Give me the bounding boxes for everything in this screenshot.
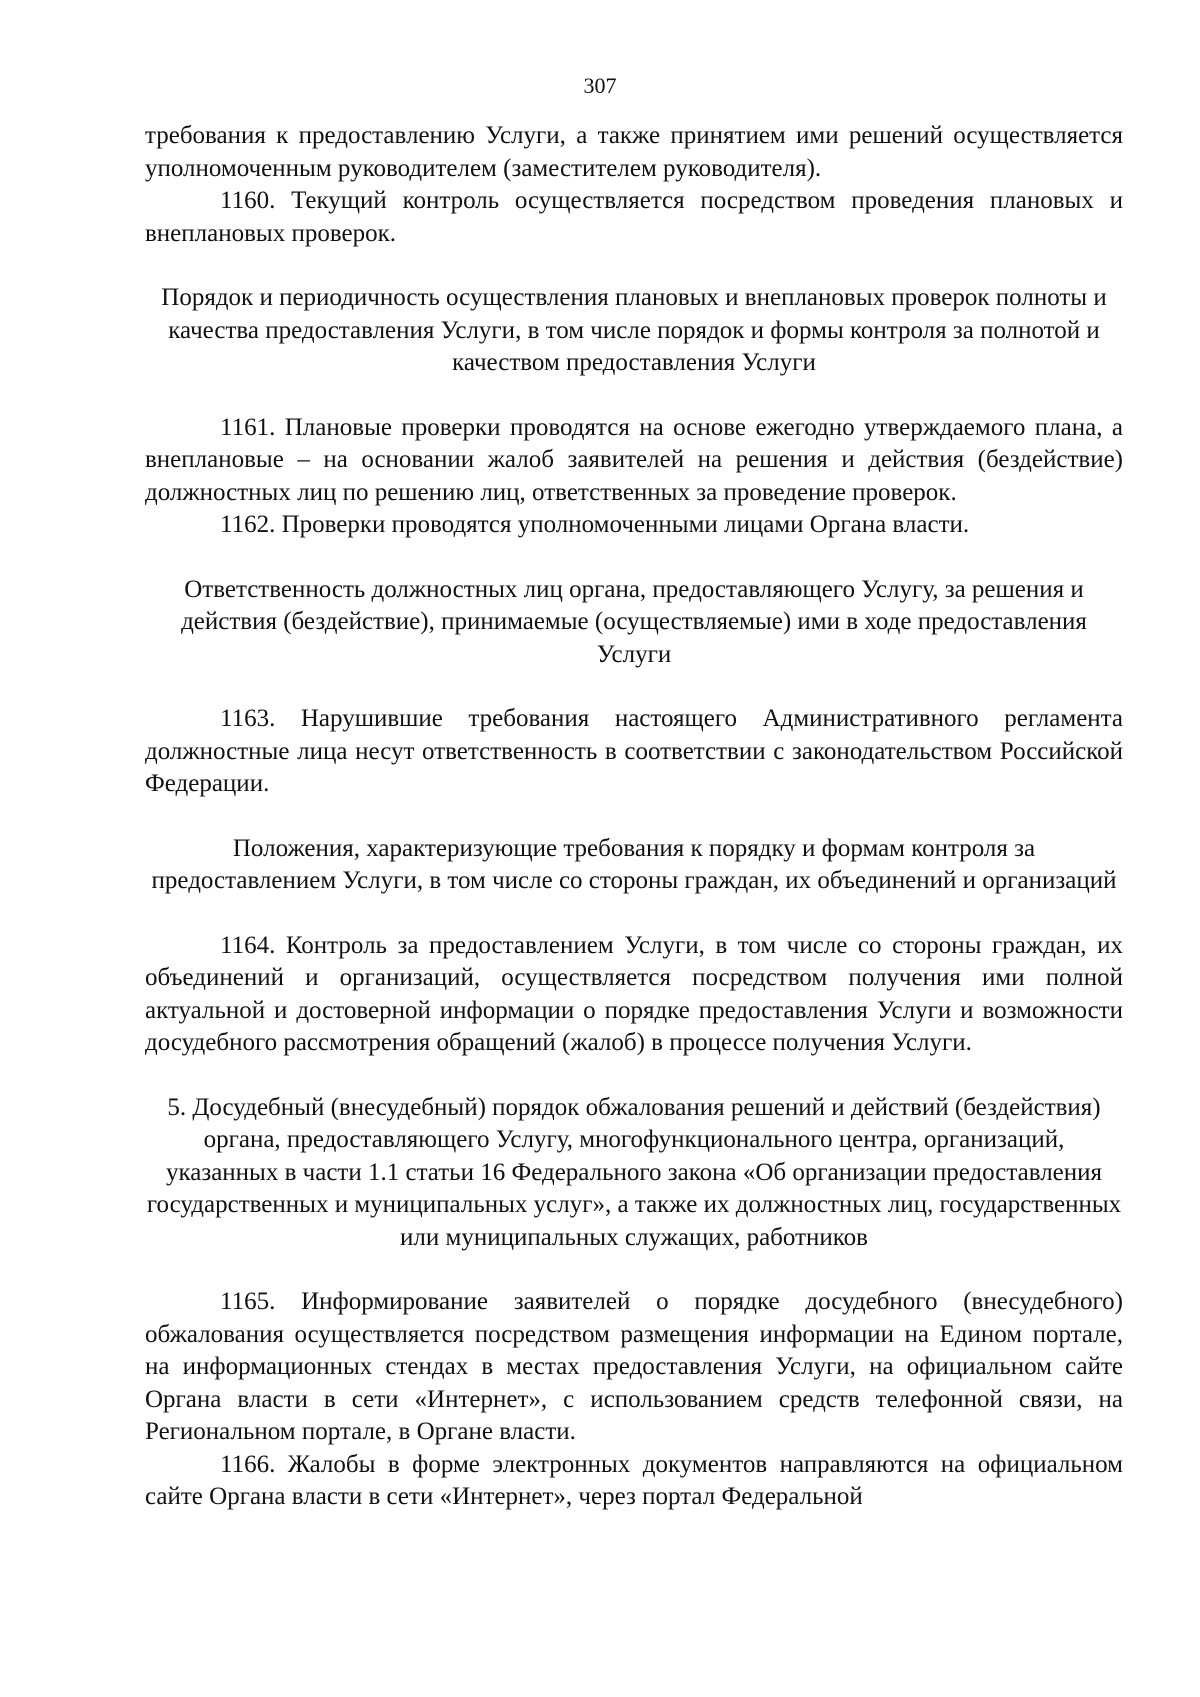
page-number: 307 [583, 73, 617, 98]
numbered-paragraph: 1162. Проверки проводятся уполномоченными лицами Органа власти. [220, 511, 970, 538]
section-heading: Положения, характеризующие требования к порядку и формам контроля за предоставлением Услуги, в том числе со стороны граждан, их объединений и организаций [151, 834, 1117, 894]
document-body [145, 120, 1123, 1514]
section-heading: Ответственность должностных лиц органа, предоставляющего Услугу, за решения и действия (бездействие), принимаемые (осуществляемые) ими в ходе предоставления Услуги [181, 575, 1087, 668]
numbered-paragraph: 1165. Информирование заявителей о порядке досудебного (внесудебного) обжалования осуществляется посредством размещения информации на Едином портале, на информационных стендах в местах предоставления Услуги, на официальном сайте Органа власти в сети «Интернет», с использованием средств телефонной связи, на Региональном портале, в Органе власти. [145, 1288, 1123, 1445]
numbered-paragraph: 1163. Нарушившие требования настоящего Административного регламента должностные лица несут ответственность в соответствии с законодательством Российской Федерации. [145, 705, 1123, 797]
numbered-paragraph: 1161. Плановые проверки проводятся на основе ежегодно утверждаемого плана, а внеплановые – на основании жалоб заявителей на решения и действия (бездействие) должностных лиц по решению лиц, ответственных за проведение проверок. [145, 413, 1123, 506]
section-heading: 5. Досудебный (внесудебный) порядок обжалования решений и действий (бездействия) органа, предоставляющего Услугу, многофункционального центра, организаций, указанных в части 1.1 статьи 16 Федерального закона «Об организации предоставления государственных и муниципальных услуг», а также их должностных лиц, государственных или муниципальных служащих, работников [146, 1093, 1122, 1251]
numbered-paragraph: 1160. Текущий контроль осуществляется посредством проведения плановых и внеплановых проверок. [145, 187, 1123, 247]
numbered-paragraph: 1164. Контроль за предоставлением Услуги, в том числе со стороны граждан, их объединений и организаций, осуществляется посредством получения ими полной актуальной и достоверной информации о порядке предоставления Услуги и возможности досудебного рассмотрения обращений (жалоб) в процессе получения Услуги. [145, 931, 1123, 1056]
continued-paragraph: требования к предоставлению Услуги, а также принятием ими решений осуществляется уполномоченным руководителем (заместителем руководителя). [145, 122, 1123, 182]
numbered-paragraph: 1166. Жалобы в форме электронных документов направляются на официальном сайте Органа власти в сети «Интернет», через портал Федеральной [145, 1450, 1123, 1510]
section-heading: Порядок и периодичность осуществления плановых и внеплановых проверок полноты и качества предоставления Услуги, в том числе порядок и формы контроля за полнотой и качеством предоставления Услуги [161, 284, 1107, 376]
